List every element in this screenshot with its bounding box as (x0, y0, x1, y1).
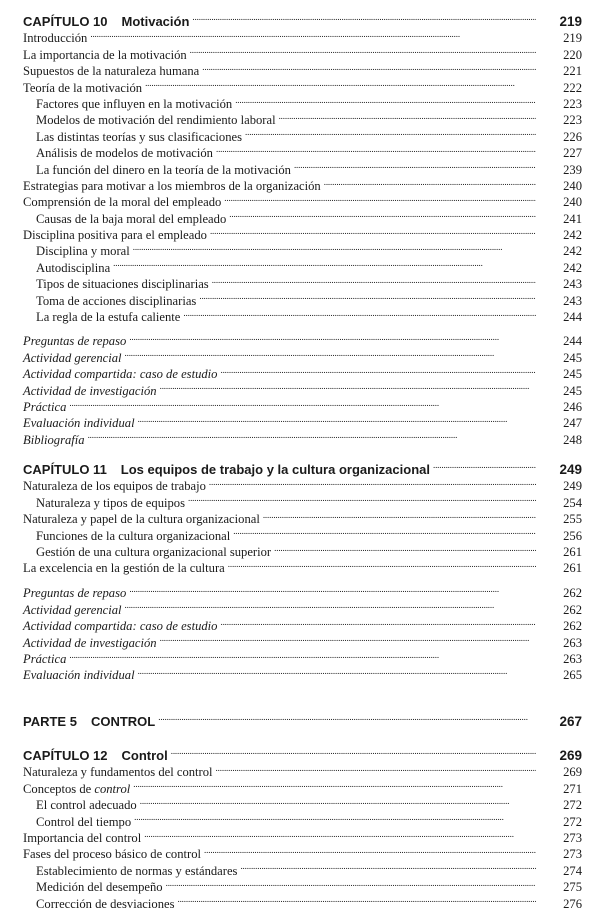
page-number: 240 (563, 195, 582, 210)
entry-title-text: Evaluación individual (23, 416, 135, 431)
entry-title-text: Estrategias para motivar a los miembros de la organización (23, 178, 321, 193)
entry-title (23, 585, 126, 601)
entry-title-text: Introducción (23, 31, 88, 46)
dot-leader (88, 427, 536, 443)
page-number: 272 (563, 814, 582, 829)
toc-entry (23, 427, 582, 447)
dot-leader (158, 709, 536, 726)
entry-title (23, 293, 196, 309)
dot-leader (263, 507, 536, 523)
toc-entry (23, 411, 582, 431)
entry-title-text: Supuestos de la naturaleza humana (23, 64, 200, 79)
entry-title-text: Fases del proceso básico de control (23, 847, 202, 862)
page-number: 273 (563, 847, 582, 862)
heading-number: PARTE 5 (23, 714, 77, 729)
entry-title (23, 112, 276, 128)
page-number: 246 (563, 399, 582, 414)
entry-title (23, 651, 66, 667)
dot-leader (113, 255, 536, 271)
dot-leader (233, 523, 536, 539)
page-number: 263 (563, 651, 582, 666)
entry-title-text: Práctica (23, 651, 67, 666)
entry-title (23, 333, 126, 349)
entry-title (23, 814, 131, 830)
dot-leader (235, 92, 536, 108)
dot-leader (166, 875, 536, 891)
chapter-10-section (23, 9, 582, 325)
entry-title-text: Control del tiempo (36, 814, 132, 829)
page-number: 269 (559, 748, 582, 763)
entry-title (91, 713, 155, 730)
page-number: 248 (563, 432, 582, 447)
entry-title-text: Tipos de situaciones disciplinarias (36, 277, 209, 292)
entry-title-text: Los equipos de trabajo y la cultura organizacional (120, 462, 430, 477)
entry-title-text: Naturaleza y fundamentos del control (23, 765, 213, 780)
dot-leader (216, 141, 536, 157)
page-number: 245 (563, 367, 582, 382)
dot-leader (90, 26, 536, 42)
dot-leader (183, 305, 536, 321)
page-number: 262 (563, 586, 582, 601)
entry-title-text: Motivación (121, 14, 190, 29)
entry-title (23, 432, 85, 448)
page-number: 242 (563, 228, 582, 243)
entry-title-text: Análisis de modelos de motivación (36, 146, 213, 161)
entry-title (23, 478, 206, 494)
entry-title (23, 830, 141, 846)
page-number: 244 (563, 310, 582, 325)
page-number: 247 (563, 416, 582, 431)
entry-title-text: Modelos de motivación del rendimiento laboral (36, 113, 276, 128)
entry-title-text: Naturaleza y papel de la cultura organizacional (23, 512, 260, 527)
entry-title (23, 846, 201, 862)
entry-title-text: Evaluación individual (23, 668, 135, 683)
entry-title-text: Naturaleza de los equipos de trabajo (23, 479, 206, 494)
entry-title-text: Importancia del control (23, 830, 142, 845)
entry-title-text: Actividad compartida: caso de estudio (23, 367, 218, 382)
page-number: 245 (563, 383, 582, 398)
dot-leader (171, 743, 536, 760)
dot-leader (133, 776, 536, 792)
dot-leader (160, 378, 536, 394)
entry-title (23, 797, 137, 813)
entry-title-text: El control adecuado (36, 798, 137, 813)
toc-entry (23, 647, 582, 666)
dot-leader (204, 842, 536, 858)
page-number: 243 (563, 277, 582, 292)
entry-title (23, 350, 122, 366)
heading-number: CAPÍTULO 10 (23, 14, 108, 29)
dot-leader (192, 9, 536, 26)
page-number: 245 (563, 350, 582, 365)
entry-title-text: La importancia de la motivación (23, 47, 187, 62)
heading-number: CAPÍTULO 11 (23, 462, 107, 477)
entry-title-text: Teoría de la motivación (23, 80, 143, 95)
entry-title-text: Factores que influyen en la motivación (36, 96, 233, 111)
entry-title (23, 309, 180, 325)
entry-title-text: Comprensión de la moral del empleado (23, 195, 222, 210)
toc-heading (23, 743, 582, 763)
toc-heading (23, 709, 582, 729)
part-5-heading (23, 709, 582, 729)
toc-entry (23, 581, 582, 601)
entry-title-text: Preguntas de repaso (23, 334, 127, 349)
entry-title (23, 194, 221, 210)
entry-title-text: Establecimiento de normas y estándares (36, 863, 238, 878)
page-number: 227 (563, 146, 582, 161)
dot-leader (240, 858, 536, 874)
toc-entry (23, 42, 582, 62)
entry-title-text: Autodisciplina (36, 260, 111, 275)
dot-leader (220, 614, 536, 630)
page-number: 249 (563, 479, 582, 494)
dot-leader (216, 760, 536, 776)
page-number: 272 (563, 798, 582, 813)
entry-title-text: Bibliografía (23, 432, 85, 447)
entry-title (23, 211, 226, 227)
page-number: 275 (563, 880, 582, 895)
dot-leader (160, 630, 536, 646)
entry-title (23, 276, 209, 292)
toc-entry (23, 395, 582, 414)
entry-title-text: Toma de acciones disciplinarias (36, 293, 197, 308)
dot-leader (294, 157, 536, 173)
entry-title-text: Conceptos de (23, 781, 95, 796)
dot-leader (224, 190, 536, 206)
entry-title-text: La regla de la estufa caliente (36, 310, 181, 325)
page-number: 241 (563, 211, 582, 226)
dot-leader (125, 345, 537, 361)
dot-leader (129, 329, 536, 345)
page-number: 223 (563, 96, 582, 111)
page-number: 223 (563, 113, 582, 128)
page-number: 255 (563, 512, 582, 527)
entry-title (23, 528, 230, 544)
chapter-11-activities (23, 581, 582, 683)
page-number: 244 (563, 334, 582, 349)
dot-leader (279, 108, 536, 124)
dot-leader (125, 597, 537, 613)
page-number: 263 (563, 635, 582, 650)
entry-title (23, 879, 163, 895)
entry-title-text: Práctica (23, 399, 67, 414)
page-number: 256 (563, 528, 582, 543)
entry-title (23, 399, 66, 415)
dot-leader (144, 826, 536, 842)
entry-title-italic: control (94, 781, 131, 796)
dot-leader (245, 124, 536, 140)
dot-leader (199, 288, 536, 304)
entry-title (23, 781, 130, 797)
page-number: 242 (563, 244, 582, 259)
entry-title (122, 747, 168, 764)
entry-title-text: Actividad gerencial (23, 350, 122, 365)
entry-title-text: CONTROL (90, 714, 156, 729)
dot-leader (202, 59, 536, 75)
dot-leader (212, 272, 536, 288)
page-number: 262 (563, 619, 582, 634)
entry-title-text: Causas de la baja moral del empleado (36, 211, 227, 226)
dot-leader (190, 42, 536, 58)
dot-leader (209, 474, 536, 490)
dot-leader (145, 75, 536, 91)
dot-leader (220, 362, 536, 378)
page-number: 274 (563, 863, 582, 878)
page-number: 226 (563, 129, 582, 144)
dot-leader (133, 239, 536, 255)
entry-title (23, 145, 213, 161)
entry-title (23, 896, 174, 912)
dot-leader (140, 793, 536, 809)
toc-entry (23, 26, 582, 46)
page-number: 219 (559, 14, 582, 29)
page-number: 239 (563, 162, 582, 177)
toc-entry (23, 474, 582, 494)
entry-title (23, 260, 110, 276)
entry-title (23, 80, 142, 96)
toc-heading (23, 9, 582, 29)
entry-title (23, 495, 185, 511)
chapter-11-section (23, 457, 582, 576)
dot-leader (138, 411, 536, 427)
dot-leader (188, 490, 536, 506)
page-number: 273 (563, 830, 582, 845)
dot-leader (69, 647, 536, 663)
entry-title (23, 667, 135, 683)
page-number: 267 (559, 714, 582, 729)
page-number: 249 (559, 462, 582, 477)
entry-title-text: Control (121, 748, 168, 763)
page-number: 242 (563, 260, 582, 275)
entry-title-text: Corrección de desviaciones (36, 896, 175, 911)
entry-title-text: Funciones de la cultura organizacional (36, 528, 231, 543)
entry-title-text: Actividad de investigación (23, 383, 157, 398)
page-number: 271 (563, 781, 582, 796)
chapter-12-section (23, 743, 582, 911)
entry-title-text: Actividad gerencial (23, 602, 122, 617)
toc-entry (23, 663, 582, 683)
page-number: 243 (563, 293, 582, 308)
page-number: 254 (563, 495, 582, 510)
dot-leader (210, 223, 536, 239)
dot-leader (228, 556, 536, 572)
dot-leader (274, 540, 536, 556)
entry-title (23, 560, 225, 576)
entry-title (23, 129, 242, 145)
dot-leader (324, 174, 536, 190)
entry-title (23, 511, 260, 527)
entry-title-text: Disciplina positiva para el empleado (23, 228, 207, 243)
page-number: 219 (563, 31, 582, 46)
entry-title-text: Gestión de una cultura organizacional superior (36, 544, 272, 559)
entry-title-text: Naturaleza y tipos de equipos (36, 495, 185, 510)
dot-leader (138, 663, 536, 679)
dot-leader (433, 457, 536, 474)
entry-title-text: Las distintas teorías y sus clasificaciones (36, 129, 242, 144)
entry-title-text: La función del dinero en la teoría de la motivación (36, 162, 291, 177)
entry-title (23, 30, 87, 46)
heading-number: CAPÍTULO 12 (23, 748, 108, 763)
dot-leader (229, 206, 536, 222)
entry-title-text: La excelencia en la gestión de la cultura (23, 561, 225, 576)
page-number: 222 (563, 80, 582, 95)
entry-title (23, 162, 291, 178)
page-number: 261 (563, 561, 582, 576)
toc-entry (23, 329, 582, 349)
entry-title-text: Medición del desempeño (36, 880, 163, 895)
entry-title (23, 47, 187, 63)
entry-title-text: Actividad compartida: caso de estudio (23, 619, 218, 634)
page-number: 240 (563, 178, 582, 193)
dot-leader (177, 891, 536, 907)
page-number: 269 (563, 765, 582, 780)
page-number: 265 (563, 668, 582, 683)
dot-leader (69, 395, 536, 411)
page-number: 261 (563, 544, 582, 559)
page-number: 262 (563, 602, 582, 617)
chapter-10-activities (23, 329, 582, 447)
dot-leader (129, 581, 536, 597)
page-number: 220 (563, 47, 582, 62)
entry-title (23, 96, 232, 112)
entry-title (23, 602, 122, 618)
entry-title-text: Preguntas de repaso (23, 586, 127, 601)
toc-heading (23, 457, 582, 477)
entry-title-text: Disciplina y moral (36, 244, 130, 259)
page-number: 276 (563, 896, 582, 911)
entry-title-text: Actividad de investigación (23, 635, 157, 650)
dot-leader (134, 809, 536, 825)
page-number: 221 (563, 64, 582, 79)
